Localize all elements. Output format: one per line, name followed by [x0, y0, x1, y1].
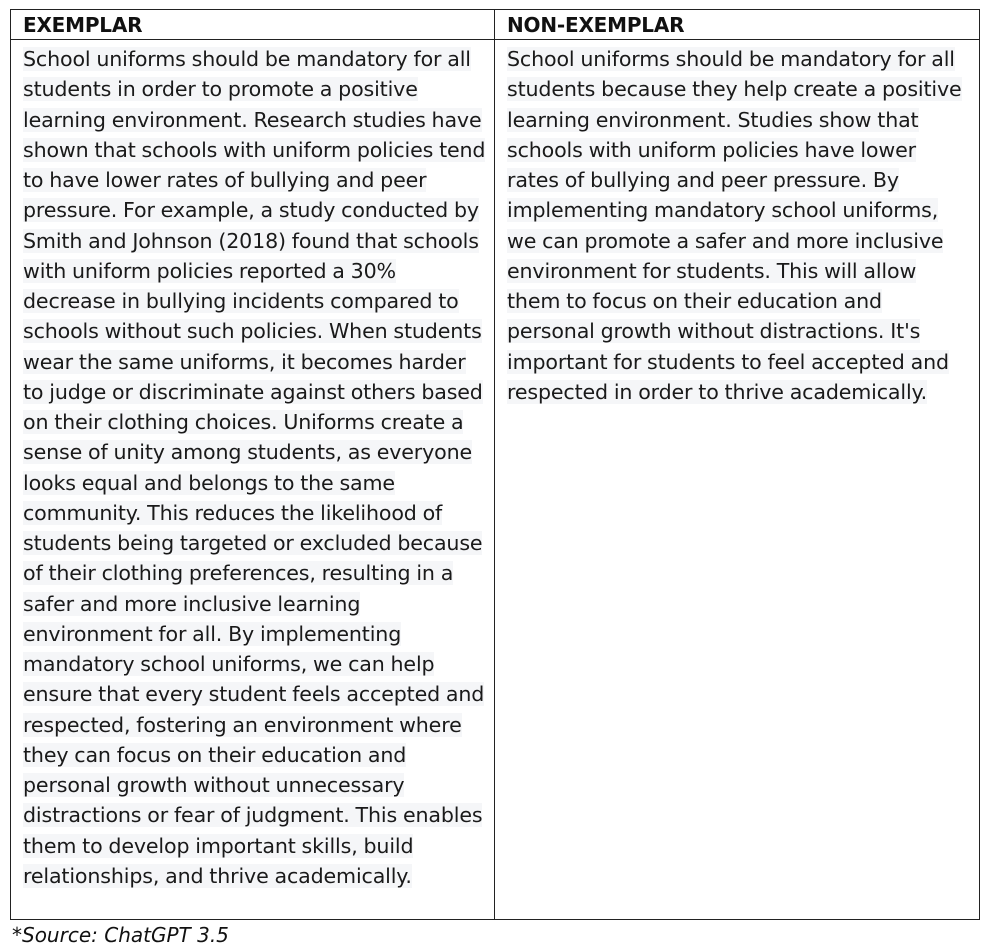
header-row	[11, 10, 980, 40]
exemplar-cell	[11, 40, 495, 920]
source-footnote: *Source: ChatGPT 3.5	[12, 923, 229, 947]
content-row	[11, 40, 980, 920]
non-exemplar-text: School uniforms should be mandatory for all students because they help create a positive learning environment. Studies show that schools with uniform policies have lower rates of bullying and peer pressure. By implementing mandatory school uniforms, we can promote a safer and more inclusive environment for students. This will allow them to focus on their education and personal growth without distractions. It's important for students to feel accepted and respected in order to thrive academically.	[507, 47, 962, 404]
non-exemplar-cell	[495, 40, 980, 920]
non-exemplar-header: NON-EXEMPLAR	[495, 10, 980, 40]
exemplar-header: EXEMPLAR	[11, 10, 495, 40]
exemplar-text: School uniforms should be mandatory for all students in order to promote a positive learning environment. Research studies have shown that schools with uniform policies tend to have lower rates of bullying and peer pressure. For example, a study conducted by Smith and Johnson (2018) found that schools with uniform policies reported a 30% decrease in bullying incidents compared to schools without such policies. When students wear the same uniforms, it becomes harder to judge or discriminate against others based on their clothing choices. Uniforms create a sense of unity among students, as everyone looks equal and belongs to the same community. This reduces the likelihood of students being targeted or excluded because of their clothing preferences, resulting in a safer and more inclusive learning environment for all. By implementing mandatory school uniforms, we can help ensure that every student feels accepted and respected, fostering an environment where they can focus on their education and personal growth without unnecessary distractions or fear of judgment. This enables them to develop important skills, build relationships, and thrive academically.	[23, 47, 486, 888]
comparison-table	[10, 9, 980, 920]
